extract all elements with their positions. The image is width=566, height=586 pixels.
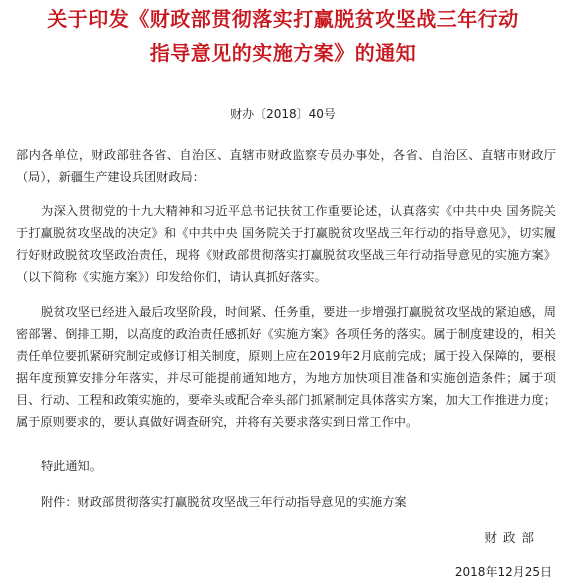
body-paragraph-1: 为深入贯彻党的十九大精神和习近平总书记扶贫工作重要论述，认真落实《中共中央 国务院关于打赢脱贫攻坚战的决定》和《中共中央 国务院关于打赢脱贫攻坚战三年行动的指导意见》，切实履行好财政脱贫攻坚政治责任，现将《财政部贯彻落实打赢脱贫攻坚战三年行动指导意见的实施方案》（以下简称《实施方案》）印发给你们，请认真抓好落实。 (16, 204, 556, 284)
attachment-note: 附件：财政部贯彻落实打赢脱贫攻坚战三年行动指导意见的实施方案 (41, 495, 407, 509)
closing-remark: 特此通知。 (41, 459, 102, 473)
document-number: 财办〔2018〕40号 (230, 107, 336, 121)
notice-title-line-2: 指导意见的实施方案》的通知 (149, 41, 417, 65)
notice-title-line-1: 关于印发《财政部贯彻落实打赢脱贫攻坚战三年行动 (47, 7, 519, 31)
body-paragraph-2: 脱贫攻坚已经进入最后攻坚阶段，时间紧、任务重，要进一步增强打赢脱贫攻坚战的紧迫感，周密部署、倒排工期，以高度的政治责任感抓好《实施方案》各项任务的落实。属于制度建设的，相关责任单位要抓紧研究制定或修订相关制度，原则上应在2019年2月底前完成；属于投入保障的，要根据年度预算安排分年落实，并尽可能提前通知地方，为地方加快项目准备和实施创造条件；属于项目、行动、工程和政策实施的，要牵头或配合牵头部门抓紧制定具体落实方案，加大工作推进力度；属于原则要求的，要认真做好调查研究，并将有关要求落实到日常工作中。 (16, 305, 556, 429)
addressees: 部内各单位，财政部驻各省、自治区、直辖市财政监察专员办事处，各省、自治区、直辖市财政厅（局），新疆生产建设兵团财政局： (16, 148, 556, 184)
issue-date: 2018年12月25日 (454, 565, 552, 579)
issuer-signature: 财政部 (484, 530, 540, 545)
